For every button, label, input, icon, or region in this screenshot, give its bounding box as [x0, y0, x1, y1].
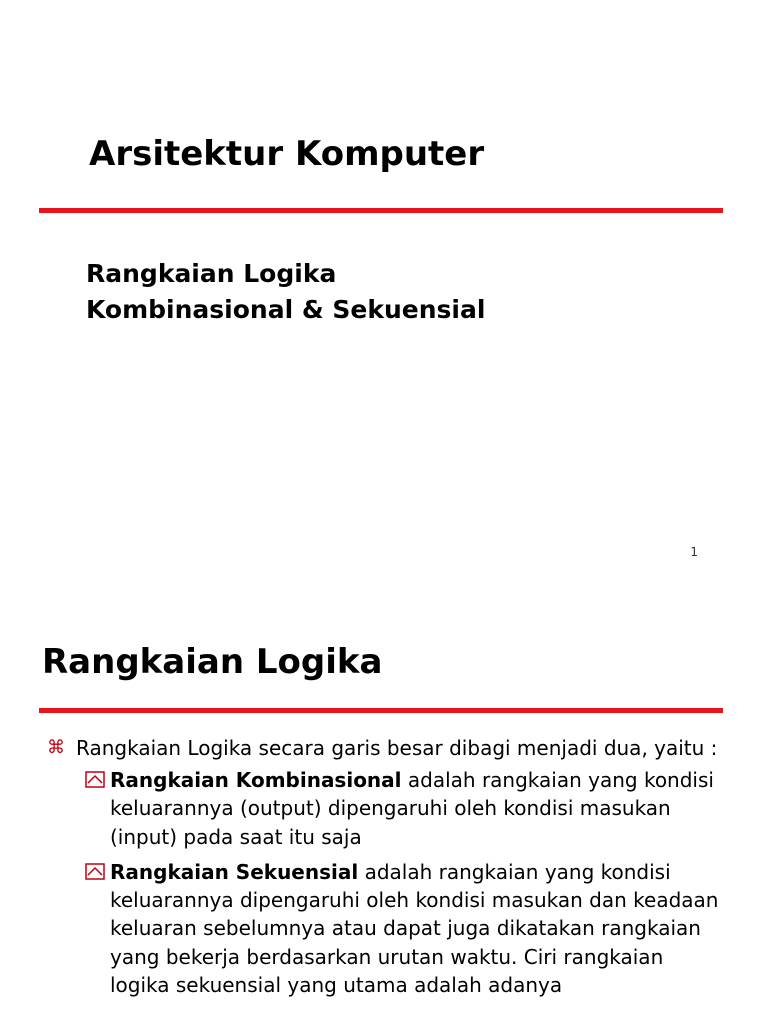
command-key-icon: ⌘ [47, 737, 65, 758]
slide-content [47, 734, 727, 1006]
page-number: 1 [690, 545, 698, 559]
sub-bullet-list [85, 766, 727, 999]
slide-title: Rangkaian Logika [42, 642, 383, 682]
definition: adalah rangkaian yang kondisi keluarannya dipengaruhi oleh kondisi masukan dan keadaan keluaran sebelumnya atau dapat juga dikatakan rangkaian yang bekerja berdasarkan urutan waktu. Ciri rangkaian logika sekuensial yang utama adalah adanya [110, 859, 719, 998]
chevron-box-icon [85, 771, 105, 788]
subtitle-line: Kombinasional & Sekuensial [86, 295, 486, 324]
title-underline [39, 208, 723, 213]
bullet-text: Rangkaian Logika secara garis besar dibagi menjadi dua, yaitu : [76, 736, 718, 760]
term: Rangkaian Sekuensial [110, 859, 359, 884]
title-underline [39, 708, 723, 713]
sub-bullet-item [85, 858, 727, 999]
bullet-item [47, 734, 727, 762]
slide-subtitle [86, 256, 485, 328]
chevron-box-icon [85, 863, 105, 880]
sub-bullet-item [85, 766, 727, 851]
slide-2 [0, 596, 768, 1024]
subtitle-line: Rangkaian Logika [86, 259, 337, 288]
slide-title: Arsitektur Komputer [89, 134, 485, 174]
term: Rangkaian Kombinasional [110, 768, 402, 792]
definition: adalah rangkaian yang kondisi keluarannya (output) dipengaruhi oleh kondisi masukan (input) pada saat itu saja [110, 768, 714, 849]
